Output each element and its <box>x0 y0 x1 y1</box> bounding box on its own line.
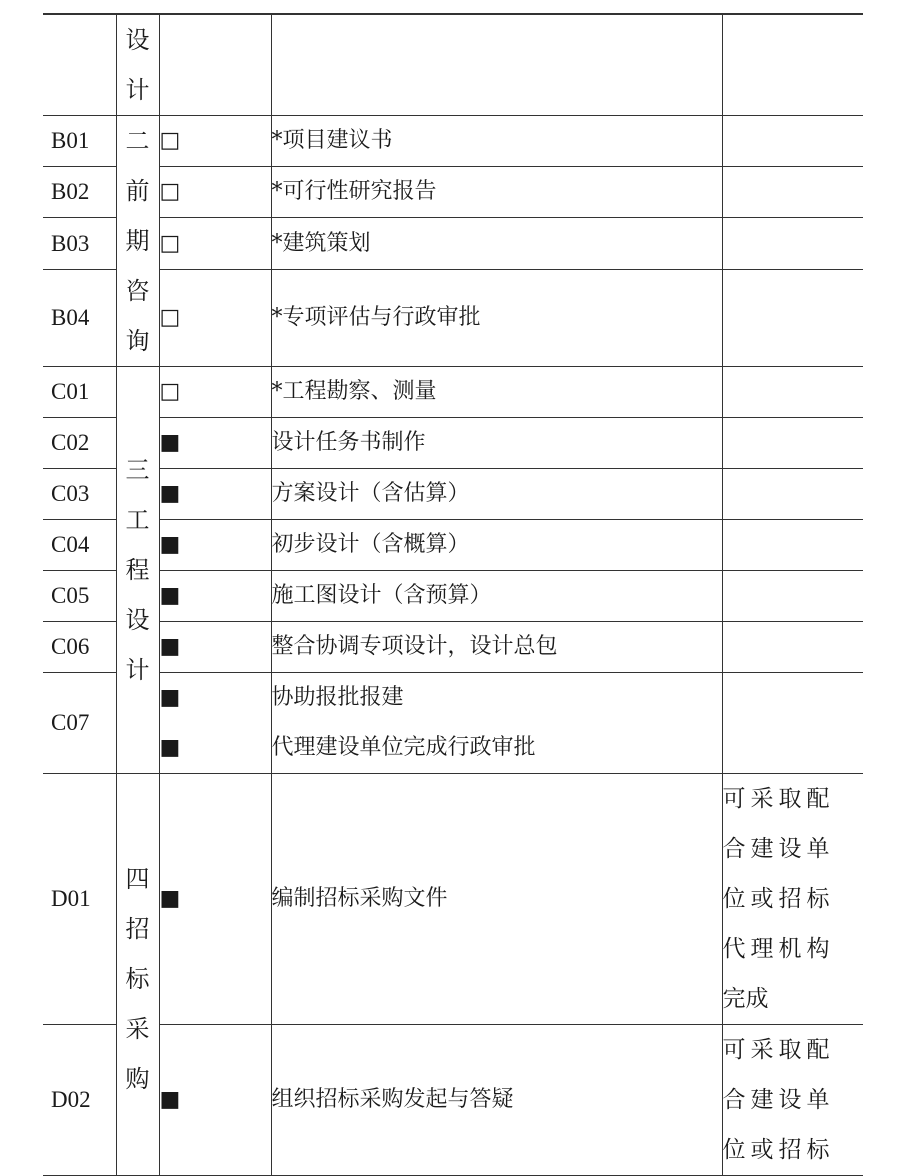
task-cell <box>271 520 722 571</box>
table-row <box>43 167 863 218</box>
service-scope-table <box>43 13 863 1176</box>
note-line: 位或招标 <box>722 1137 835 1163</box>
task-label: *工程勘察、测量 <box>271 379 437 404</box>
row-code: D01 <box>43 774 116 1025</box>
phase-char: 设 <box>125 26 150 54</box>
phase-char: 采 <box>125 1015 150 1043</box>
phase-char: 二 <box>125 127 150 155</box>
note-cell <box>722 673 863 774</box>
row-code: C06 <box>43 622 116 673</box>
task-label: 设计任务书制作 <box>271 430 426 455</box>
task-cell <box>271 1025 722 1176</box>
task-cell <box>271 269 722 366</box>
task-label: *项目建议书 <box>271 128 393 154</box>
note-cell <box>722 269 863 366</box>
phase-char: 计 <box>125 76 150 104</box>
note-line: 合建设单 <box>722 836 835 862</box>
phase-cell-engineering-design <box>116 367 159 774</box>
task-cell <box>271 367 722 418</box>
task-label: 协助报批报建 <box>271 685 404 710</box>
row-code: B04 <box>43 269 116 366</box>
table-row <box>43 1025 863 1176</box>
phase-char: 购 <box>125 1065 150 1093</box>
note-cell <box>722 418 863 469</box>
mark-cell <box>159 673 271 774</box>
task-cell <box>271 116 722 167</box>
mark-cell <box>159 14 271 116</box>
checkbox-filled-icon: ■ <box>159 735 181 760</box>
table-row <box>43 571 863 622</box>
mark-cell <box>159 167 271 218</box>
mark-cell <box>159 622 271 673</box>
mark-cell <box>159 774 271 1025</box>
table-row <box>43 520 863 571</box>
checkbox-filled-icon: ■ <box>159 634 181 659</box>
row-code: B02 <box>43 167 116 218</box>
mark-cell <box>159 269 271 366</box>
phase-char: 招 <box>125 915 150 943</box>
note-line: 可采取配 <box>722 1037 835 1063</box>
task-label: *专项评估与行政审批 <box>271 304 481 330</box>
phase-char: 工 <box>125 506 150 534</box>
task-cell <box>271 418 722 469</box>
phase-char: 三 <box>125 456 150 484</box>
table-row <box>43 14 863 116</box>
checkbox-empty-icon: □ <box>159 230 181 256</box>
code-cell <box>43 14 116 116</box>
phase-char: 程 <box>125 556 150 584</box>
note-cell <box>722 218 863 269</box>
mark-cell <box>159 418 271 469</box>
mark-cell <box>159 1025 271 1176</box>
task-label: 整合协调专项设计，设计总包 <box>271 634 558 659</box>
checkbox-filled-icon: ■ <box>159 481 181 506</box>
note-cell <box>722 14 863 116</box>
row-code: C02 <box>43 418 116 469</box>
task-cell <box>271 469 722 520</box>
checkbox-empty-icon: □ <box>159 179 181 205</box>
task-cell <box>271 218 722 269</box>
phase-char: 期 <box>125 227 150 255</box>
note-cell <box>722 116 863 167</box>
task-label: *可行性研究报告 <box>271 179 437 205</box>
note-cell <box>722 167 863 218</box>
phase-cell <box>116 14 159 116</box>
table-row <box>43 418 863 469</box>
note-cell <box>722 774 863 1025</box>
mark-cell <box>159 367 271 418</box>
table-row <box>43 116 863 167</box>
table-row <box>43 673 863 774</box>
mark-cell <box>159 520 271 571</box>
checkbox-filled-icon: ■ <box>159 532 181 557</box>
task-label: 初步设计（含概算） <box>271 532 470 557</box>
row-code: C01 <box>43 367 116 418</box>
mark-cell <box>159 469 271 520</box>
mark-cell <box>159 218 271 269</box>
phase-char: 询 <box>125 327 150 355</box>
task-cell <box>271 622 722 673</box>
task-cell <box>271 14 722 116</box>
row-code: B01 <box>43 116 116 167</box>
mark-cell <box>159 571 271 622</box>
note-line: 完成 <box>722 986 769 1012</box>
checkbox-filled-icon: ■ <box>159 886 181 911</box>
phase-cell-pre-consulting <box>116 116 159 367</box>
row-code: C07 <box>43 673 116 774</box>
phase-char: 设 <box>125 606 150 634</box>
checkbox-empty-icon: □ <box>159 304 181 330</box>
note-cell <box>722 367 863 418</box>
table-row <box>43 367 863 418</box>
note-line: 可采取配 <box>722 786 835 812</box>
table-row <box>43 774 863 1025</box>
row-code: B03 <box>43 218 116 269</box>
note-line: 合建设单 <box>722 1087 835 1113</box>
table-row <box>43 269 863 366</box>
task-label: *建筑策划 <box>271 230 371 256</box>
note-line: 代理机构 <box>722 936 835 962</box>
checkbox-empty-icon: □ <box>159 379 181 404</box>
checkbox-empty-icon: □ <box>159 128 181 154</box>
table-row <box>43 469 863 520</box>
task-cell <box>271 774 722 1025</box>
phase-char: 四 <box>125 865 150 893</box>
note-line: 位或招标 <box>722 886 835 912</box>
task-cell <box>271 167 722 218</box>
note-cell <box>722 469 863 520</box>
row-code: C05 <box>43 571 116 622</box>
note-cell <box>722 520 863 571</box>
task-cell <box>271 673 722 774</box>
checkbox-filled-icon: ■ <box>159 685 181 710</box>
phase-char: 标 <box>125 965 150 993</box>
checkbox-filled-icon: ■ <box>159 430 181 455</box>
phase-char: 计 <box>125 656 150 684</box>
phase-char: 前 <box>125 177 150 205</box>
task-label: 编制招标采购文件 <box>271 886 448 911</box>
task-label: 施工图设计（含预算） <box>271 583 492 608</box>
row-code: D02 <box>43 1025 116 1176</box>
mark-cell <box>159 116 271 167</box>
note-cell <box>722 622 863 673</box>
task-label: 代理建设单位完成行政审批 <box>271 735 536 760</box>
checkbox-filled-icon: ■ <box>159 1087 181 1112</box>
note-cell <box>722 1025 863 1176</box>
checkbox-filled-icon: ■ <box>159 583 181 608</box>
table-row <box>43 622 863 673</box>
task-label: 方案设计（含估算） <box>271 481 470 506</box>
task-cell <box>271 571 722 622</box>
table-row <box>43 218 863 269</box>
phase-char: 咨 <box>125 277 150 305</box>
phase-cell-tender-procurement <box>116 774 159 1176</box>
note-cell <box>722 571 863 622</box>
task-label: 组织招标采购发起与答疑 <box>271 1087 514 1112</box>
row-code: C03 <box>43 469 116 520</box>
row-code: C04 <box>43 520 116 571</box>
